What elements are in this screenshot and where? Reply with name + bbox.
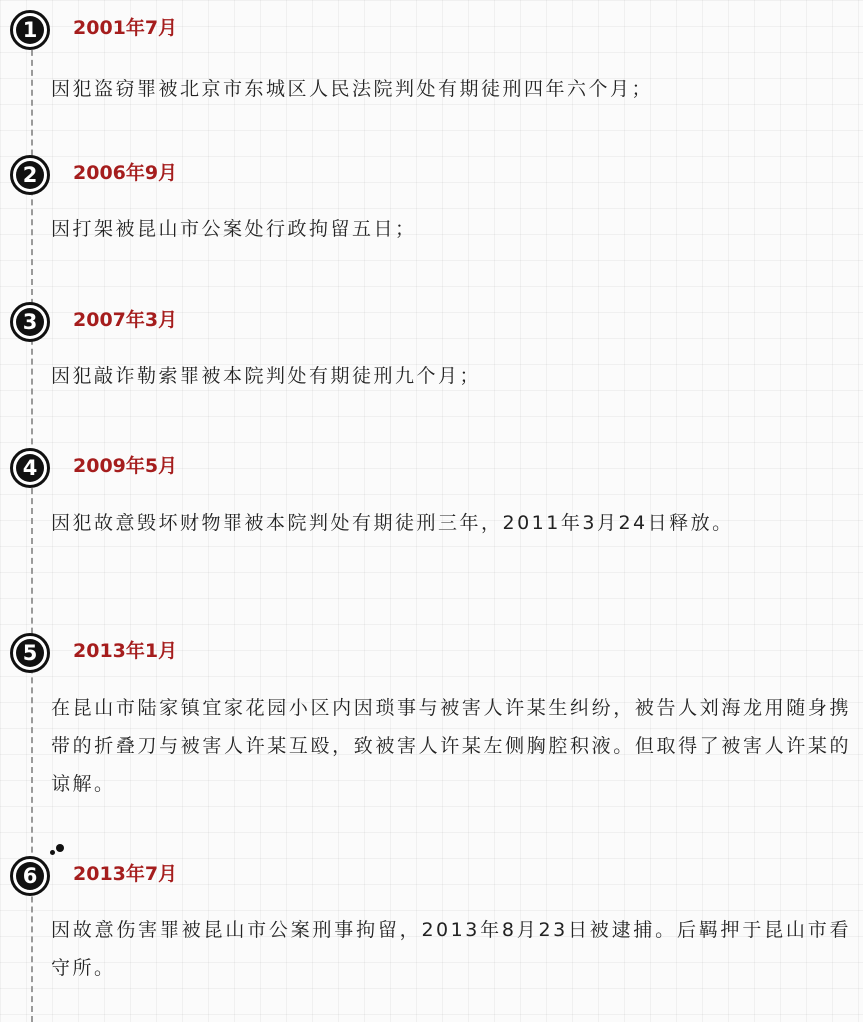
entry-date: 2009年5月	[73, 455, 178, 477]
step-number-badge	[10, 633, 50, 673]
entry-description: 因故意伤害罪被昆山市公案刑事拘留，2013年8月23日被逮捕。后羁押于昆山市看守所。	[51, 919, 851, 979]
step-number: 1	[16, 16, 44, 44]
step-number: 4	[16, 454, 44, 482]
step-number: 5	[16, 639, 44, 667]
entry-description: 因犯盗窃罪被北京市东城区人民法院判处有期徒刑四年六个月；	[51, 78, 654, 100]
entry-description: 因犯敲诈勒索罪被本院判处有期徒刑九个月；	[51, 365, 482, 387]
entry-date: 2013年7月	[73, 863, 178, 885]
entry-date: 2006年9月	[73, 162, 178, 184]
step-number-badge	[10, 10, 50, 50]
decorative-dot	[56, 844, 64, 852]
entry-description: 因打架被昆山市公案处行政拘留五日；	[51, 218, 417, 240]
step-number-badge	[10, 155, 50, 195]
entry-description: 因犯故意毁坏财物罪被本院判处有期徒刑三年，2011年3月24日释放。	[51, 512, 734, 534]
step-number-badge	[10, 856, 50, 896]
decorative-dot	[50, 850, 55, 855]
entry-date: 2007年3月	[73, 309, 178, 331]
step-number: 6	[16, 862, 44, 890]
step-number: 2	[16, 161, 44, 189]
step-number-badge	[10, 302, 50, 342]
entry-description: 在昆山市陆家镇宜家花园小区内因琐事与被害人许某生纠纷，被告人刘海龙用随身携带的折叠刀与被害人许某互殴，致被害人许某左侧胸腔积液。但取得了被害人许某的谅解。	[51, 697, 851, 795]
entry-date: 2013年1月	[73, 640, 178, 662]
step-number-badge	[10, 448, 50, 488]
step-number: 3	[16, 308, 44, 336]
entry-date: 2001年7月	[73, 17, 178, 39]
